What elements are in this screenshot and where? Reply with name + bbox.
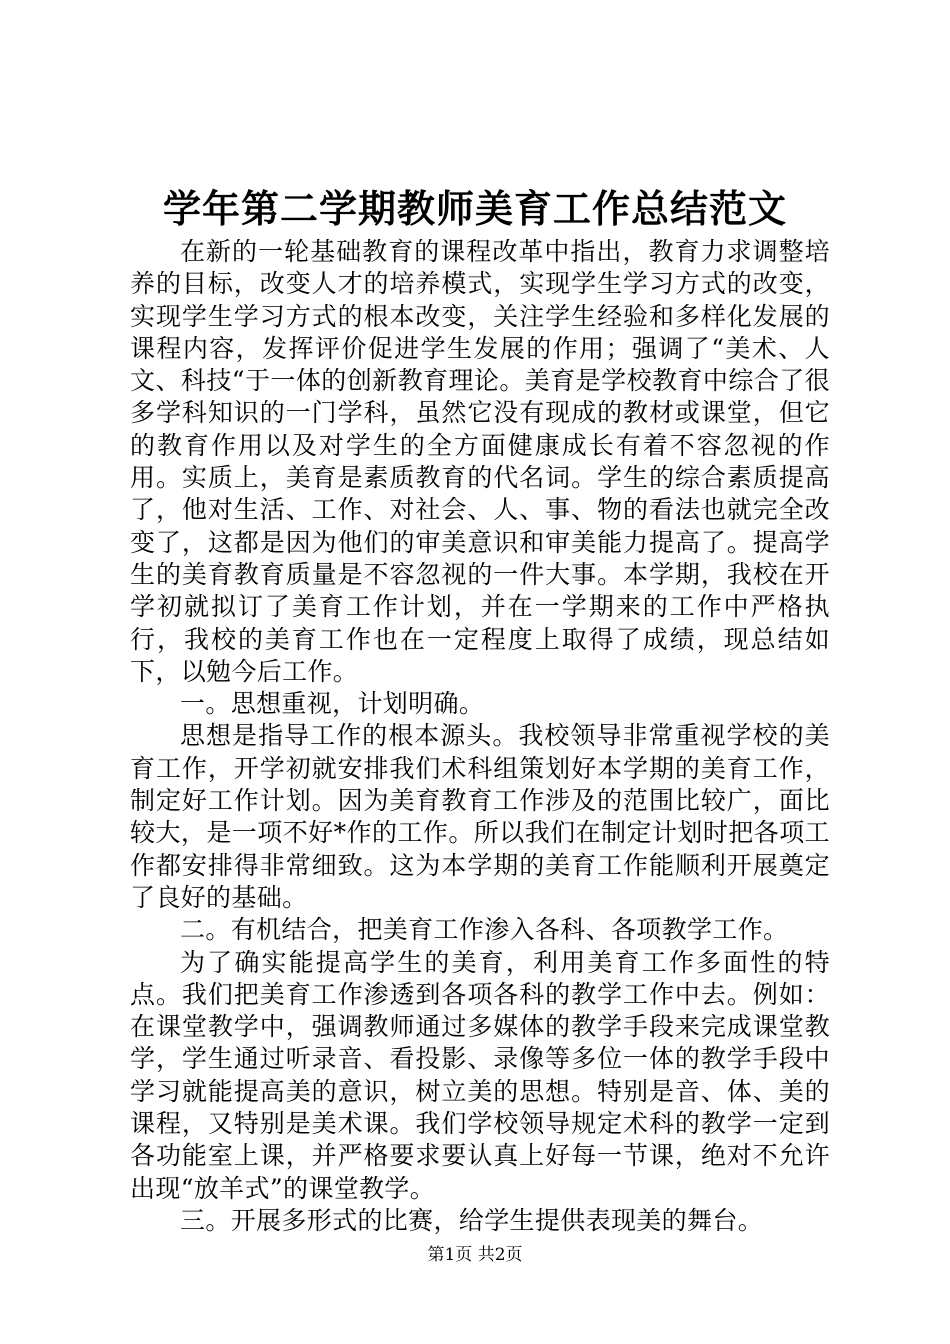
section-heading-2: 二。有机结合，把美育工作渗入各科、各项教学工作。: [180, 915, 789, 945]
document-body: [130, 236, 830, 1237]
page-number-footer: 第1页 共2页: [427, 1245, 523, 1265]
paragraph-section-2: 为了确实能提高学生的美育，利用美育工作多面性的特点。我们把美育工作渗透到各项各科的教学工作中去。例如：在课堂教学中，强调教师通过多媒体的教学手段来完成课堂教学，学生通过听录音、看投影、录像等多位一体的教学手段中学习就能提高美的意识，树立美的思想。特别是音、体、美的课程，又特别是美术课。我们学校领导规定术科的教学一定到各功能室上课，并严格要求要认真上好每一节课，绝对不允许出现“放羊式”的课堂教学。: [130, 947, 830, 1203]
paragraph-section-1: 思想是指导工作的根本源头。我校领导非常重视学校的美育工作，开学初就安排我们术科组策划好本学期的美育工作，制定好工作计划。因为美育教育工作涉及的范围比较广，面比较大，是一项不好*作的工作。所以我们在制定计划时把各项工作都安排得非常细致。这为本学期的美育工作能顺利开展奠定了良好的基础。: [130, 721, 830, 912]
document-title: 学年第二学期教师美育工作总结范文: [162, 186, 787, 231]
paragraph-intro: 在新的一轮基础教育的课程改革中指出，教育力求调整培养的目标，改变人才的培养模式，实现学生学习方式的改变，实现学生学习方式的根本改变，关注学生经验和多样化发展的课程内容，发挥评价促进学生发展的作用；强调了“美术、人文、科技“于一体的创新教育理论。美育是学校教育中综合了很多学科知识的一门学科，虽然它没有现成的教材或课堂，但它的教育作用以及对学生的全方面健康成长有着不容忽视的作用。实质上，美育是素质教育的代名词。学生的综合素质提高了，他对生活、工作、对社会、人、事、物的看法也就完全改变了，这都是因为他们的审美意识和审美能力提高了。提高学生的美育教育质量是不容忽视的一件大事。本学期，我校在开学初就拟订了美育工作计划，并在一学期来的工作中严格执行，我校的美育工作也在一定程度上取得了成绩，现总结如下，以勉今后工作。: [130, 237, 830, 686]
section-heading-3: 三。开展多形式的比赛，给学生提供表现美的舞台。: [180, 1205, 764, 1235]
section-heading-1: 一。思想重视，计划明确。: [180, 689, 485, 719]
